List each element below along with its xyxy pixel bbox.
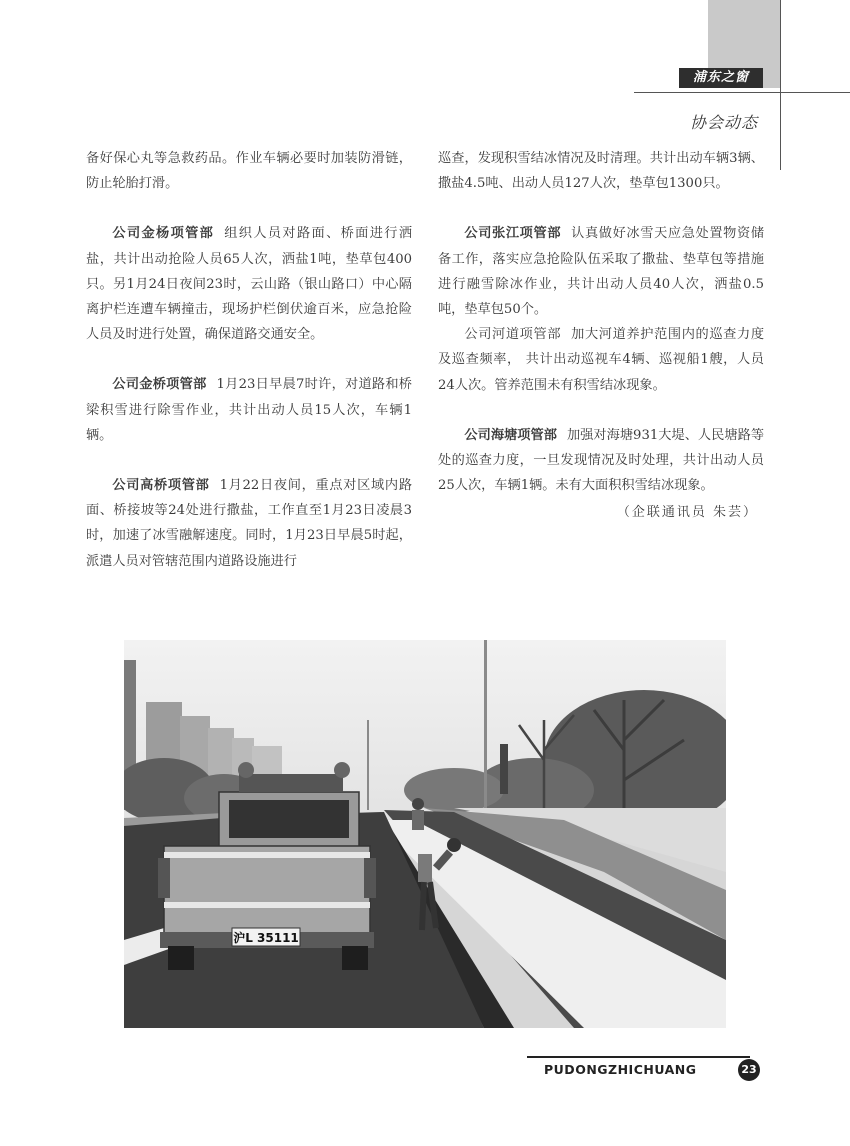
paragraph-body: 加大河道养护范围内的巡查力度及巡查频率， 共计出动巡视车4辆、巡视船1艘，人员24人次。管养范围未有积雪结冰现象。	[438, 327, 765, 393]
paragraph-body: 1月22日夜间，重点对区域内路面、桥接坡等24处进行撒盐，工作直至1月23日凌晨3时，加速了冰雪融解速度。同时，1月23日早晨5时起，派遣人员对管辖范围内道路设施进行	[86, 478, 413, 569]
paragraph-hedao	[438, 322, 764, 398]
paragraph-gaoqiao	[86, 473, 412, 574]
snow-clearing-photo	[124, 640, 726, 1028]
paragraph-heading: 公司金桥项管部	[112, 377, 207, 393]
magazine-logo: 浦东之窗	[679, 68, 763, 88]
paragraph-continued: 巡查，发现积雪结冰情况及时清理。共计出动车辆3辆、撒盐4.5吨、出动人员127人次，垫草包1300只。	[438, 151, 764, 192]
header-vertical-rule	[780, 0, 781, 170]
photo-illustration	[124, 640, 726, 1028]
paragraph-haitang	[438, 423, 764, 499]
paragraph-jinyang	[86, 221, 412, 347]
section-title: 协会动态	[690, 113, 759, 132]
footer-rule	[527, 1056, 750, 1058]
paragraph-body: 1月23日早晨7时许，对道路和桥梁积雪进行除雪作业，共计出动人员15人次，车辆1辆。	[86, 377, 412, 443]
paragraph-heading: 公司金杨项管部	[112, 226, 215, 242]
paragraph-heading: 公司河道项管部	[464, 327, 562, 343]
header-horizontal-rule	[634, 92, 850, 93]
paragraph-zhangjiang	[438, 221, 764, 322]
paragraph-body: 认真做好冰雪天应急处置物资储备工作，落实应急抢险队伍采取了撒盐、垫草包等措施进行融雪除冰作业，共计出动人员40人次，洒盐0.5吨，垫草包50个。	[438, 226, 765, 318]
left-column	[86, 146, 412, 574]
license-plate: 沪L 35111	[233, 931, 299, 945]
paragraph-body: 加强对海塘931大堤、人民塘路等处的巡查力度，一旦发现情况及时处理，共计出动人员25人次，车辆1辆。未有大面积积雪结冰现象。	[438, 427, 765, 494]
magazine-name: PUDONGZHICHUANG	[544, 1062, 697, 1077]
paragraph-heading: 公司海塘项管部	[464, 427, 557, 443]
paragraph-heading: 公司张江项管部	[464, 226, 562, 242]
right-column	[438, 146, 764, 526]
paragraph-continued: 备好保心丸等急救药品。作业车辆必要时加装防滑链，防止轮胎打滑。	[86, 151, 412, 192]
paragraph-body: 组织人员对路面、桥面进行洒盐，共计出动抢险人员65人次，洒盐1吨，垫草包400只。另1月24日夜间23时，云山路（银山路口）中心隔离护栏连遭车辆撞击，现场护栏倒伏逾百米，应急抢险人员及时进行处置，确保道路交通安全。	[86, 226, 413, 343]
paragraph-heading: 公司高桥项管部	[112, 478, 210, 494]
author-signature: （企联通讯员 朱芸）	[616, 505, 758, 521]
page-number: 23	[738, 1059, 760, 1081]
paragraph-jinqiao	[86, 372, 412, 448]
